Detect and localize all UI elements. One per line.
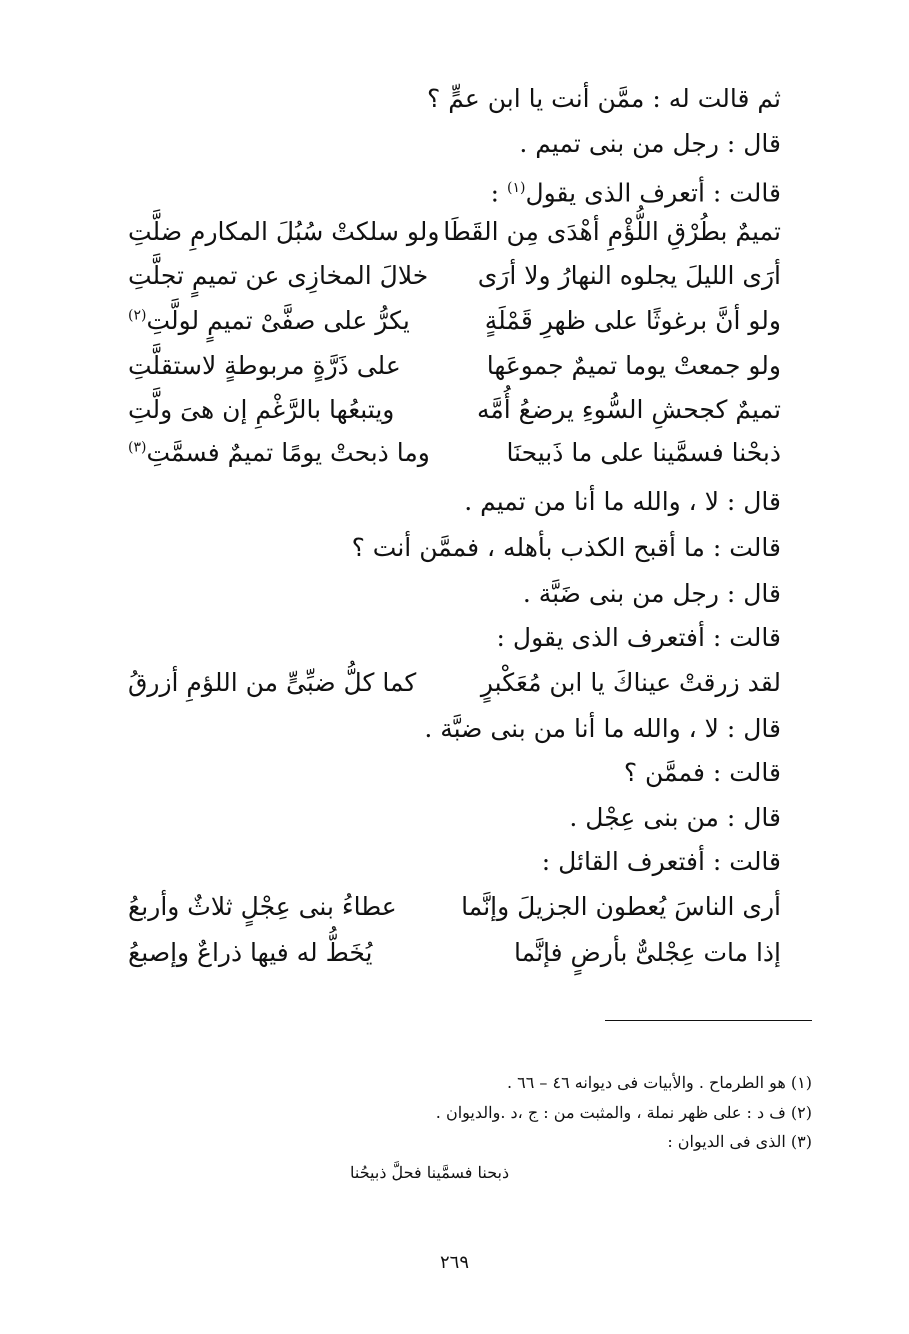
- verse-second-hemistich: على ذَرَّةٍ مربوطةٍ لاستقلَّتِ: [128, 351, 401, 380]
- verse-line: [128, 438, 781, 478]
- dialogue-line-10: قال : من بنى عِجْل .: [569, 803, 781, 832]
- verse-second-hemistich: ولو سلكتْ سُبُلَ المكارمِ ضلَّتِ: [128, 217, 440, 246]
- verse-line: [128, 217, 781, 257]
- verse-first-hemistich: أرَى الليلَ يجلوه النهارُ ولا أرَى: [477, 261, 781, 290]
- verse-first-hemistich: تميمٌ كجحشِ السُّوءِ يرضعُ أُمَّه: [477, 395, 781, 424]
- verse-first-hemistich: إذا مات عِجْلىٌّ بأرضٍ فإنَّما: [514, 938, 781, 967]
- verse-second-hemistich: عطاءُ بنى عِجْلٍ ثلاثٌ وأربعُ: [128, 892, 397, 921]
- verse-second-hemistich: يُخَطُّ له فيها ذراعٌ وإصبعُ: [128, 938, 373, 967]
- footnote-divider: [605, 1020, 812, 1021]
- verse-second-hemistich: ويتبعُها بالرَّغْمِ إن هىَ ولَّتِ: [128, 395, 395, 424]
- verse-line: [128, 668, 781, 708]
- verse-line: [128, 261, 781, 301]
- verse-line: [128, 306, 781, 346]
- verse-line: [128, 351, 781, 391]
- verse-second-hemistich: يكرُّ على صفَّىْ تميمٍ لولَّتِ$^{(٢)}$: [128, 306, 410, 335]
- dialogue-line-11: قالت : أفتعرف القائل :: [541, 847, 781, 876]
- verse-line: [128, 395, 781, 435]
- verse-first-hemistich: ولو أنَّ برغوثًا على ظهرِ قَمْلَةٍ: [484, 306, 781, 335]
- verse-first-hemistich: لقد زرقتْ عيناكَ يا ابن مُعَكْبرٍ: [480, 668, 781, 697]
- footnote-verse: ذبحنا فسمَّينا فحلَّ ذبيحُنا: [350, 1163, 510, 1182]
- footnote-3: (٣) الذى فى الديوان :: [667, 1132, 812, 1151]
- verse-second-hemistich: كما كلُّ ضبِّىٍّ من اللؤمِ أزرقُ: [128, 668, 417, 697]
- footnote-2: (٢) ف د : على ظهر نملة ، والمثبت من : ج ،د .والديوان .: [435, 1103, 812, 1122]
- dialogue-line-9: قالت : فممَّن ؟: [623, 758, 781, 787]
- page-number: ٢٦٩: [439, 1252, 469, 1273]
- verse-first-hemistich: تميمٌ بطُرْقِ اللُّؤْمِ أهْدَى مِن القَطَا: [443, 217, 781, 246]
- verse-line: [128, 938, 781, 978]
- dialogue-line-1: ثم قالت له : ممَّن أنت يا ابن عمٍّ ؟: [427, 84, 781, 113]
- dialogue-line-2: قال : رجل من بنى تميم .: [519, 129, 781, 158]
- dialogue-line-8: قال : لا ، والله ما أنا من بنى ضبَّة .: [424, 714, 781, 743]
- verse-line: [128, 892, 781, 932]
- footnote-1: (١) هو الطرماح . والأبيات فى ديوانه ٤٦ – ٦٦ .: [506, 1073, 812, 1092]
- verse-first-hemistich: أرى الناسَ يُعطون الجزيلَ وإنَّما: [461, 892, 781, 921]
- footnote-marker-1: (١): [506, 180, 526, 196]
- dialogue-line-6: قال : رجل من بنى ضَبَّة .: [522, 579, 781, 608]
- dialogue-line-3: قالت : أتعرف الذى يقول$^{(١)}$ :: [490, 178, 781, 208]
- verse-second-hemistich: خلالَ المخازِى عن تميمٍ تجلَّتِ: [128, 261, 429, 290]
- verse-first-hemistich: ولو جمعتْ يوما تميمٌ جموعَها: [486, 351, 781, 380]
- footnote-marker-2: (٢): [128, 307, 147, 324]
- verse-second-hemistich: وما ذبحتْ يومًا تميمٌ فسمَّتِ$^{(٣)}$: [128, 438, 430, 467]
- dialogue-line-7: قالت : أفتعرف الذى يقول :: [496, 623, 781, 652]
- verse-first-hemistich: ذبحْنا فسمَّينا على ما ذَبيحنَا: [506, 438, 781, 467]
- footnote-marker-3: (٣): [128, 439, 147, 456]
- dialogue-line-5: قالت : ما أقبح الكذب بأهله ، فممَّن أنت ؟: [351, 533, 781, 562]
- dialogue-line-4: قال : لا ، والله ما أنا من تميم .: [464, 487, 781, 516]
